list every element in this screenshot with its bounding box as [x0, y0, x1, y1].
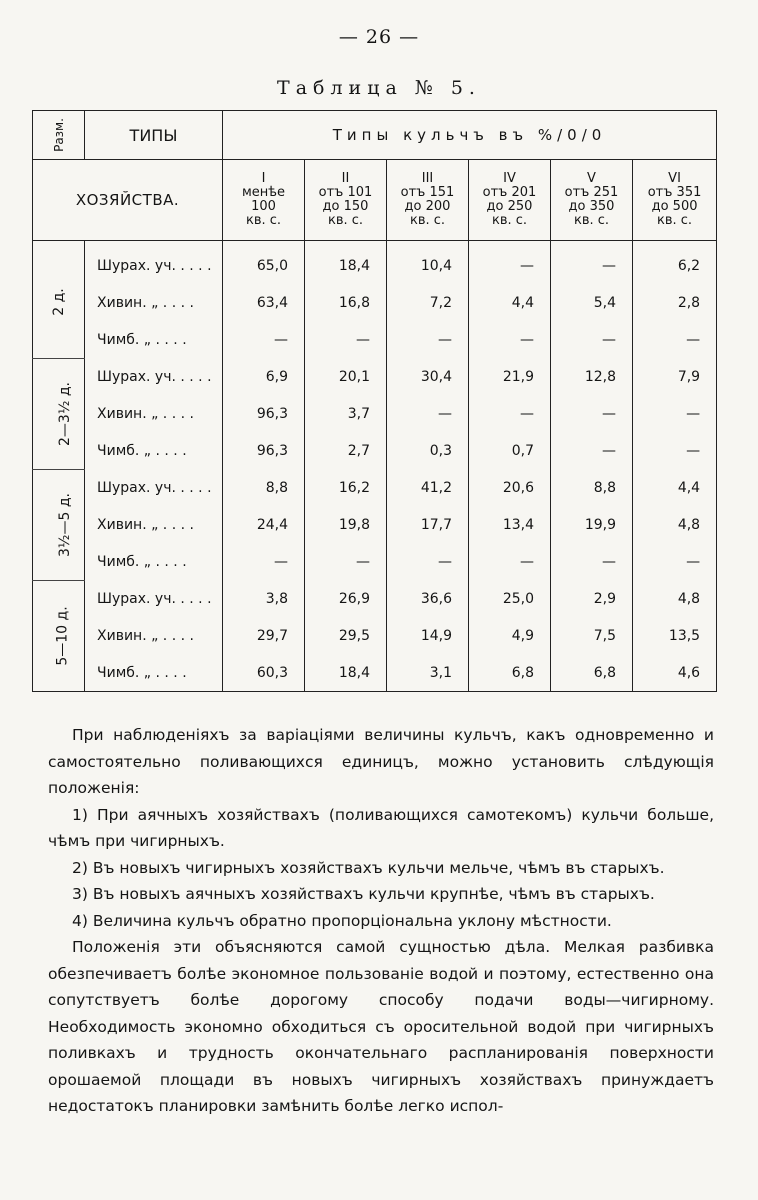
- paragraph-point-3: 3) Въ новыхъ аячныхъ хозяйствахъ кульчи крупнѣе, чѣмъ въ старыхъ.: [72, 885, 655, 903]
- column-header: I менѣе 100 кв. с.: [223, 160, 305, 241]
- table-cell: —: [469, 247, 551, 284]
- table-cell: 6,2: [633, 247, 717, 284]
- table-cell: 25,0: [469, 580, 551, 617]
- table-cell: 30,4: [387, 358, 469, 395]
- header-kulch-types: Типы кульчъ въ %/0/0: [223, 111, 717, 160]
- paragraph-point-2: 2) Въ новыхъ чигирныхъ хозяйствахъ кульчи мельче, чѣмъ въ старыхъ.: [72, 858, 665, 877]
- table-cell: 7,5: [551, 617, 633, 654]
- table-cell: —: [469, 395, 551, 432]
- table-cell: —: [633, 432, 717, 469]
- table-cell: 8,8: [223, 469, 305, 506]
- table-cell: 19,9: [551, 506, 633, 543]
- table-cell: 17,7: [387, 506, 469, 543]
- table-cell: 4,8: [633, 580, 717, 617]
- paragraph-intro: При наблюденiяхъ за варiацiями величины кульчъ, какъ одновременно и самостоятельно поливающихся единицъ, можно установить слѣдующiя положенiя:: [48, 726, 714, 797]
- table-cell: 18,4: [305, 247, 387, 284]
- table-cell: —: [223, 543, 305, 580]
- table-row: [33, 580, 717, 617]
- table-cell: 14,9: [387, 617, 469, 654]
- table-cell: 21,9: [469, 358, 551, 395]
- column-header: VI отъ 351 до 500 кв. с.: [633, 160, 717, 241]
- table-cell: 16,8: [305, 284, 387, 321]
- table-row: [33, 321, 717, 358]
- size-group-label: 3½—5 д.: [33, 469, 85, 580]
- table-cell: —: [551, 432, 633, 469]
- table-cell: 3,8: [223, 580, 305, 617]
- farm-name: Шурах. уч. . . . .: [85, 469, 223, 506]
- table-cell: —: [305, 321, 387, 358]
- column-header: III отъ 151 до 200 кв. с.: [387, 160, 469, 241]
- paragraph-conclusion: Положенiя эти объясняются самой сущностью дѣла. Мелкая разбивка обезпечиваетъ болѣе экономное пользованiе водой и поэтому, естественно она сопутствуетъ болѣе дорогому способу подачи воды—чигирному. Необходимость экономно обходиться съ оросительной водой при чигирныхъ поливкахъ и трудность окончательнаго распланированiя поверхности орошаемой площади въ новыхъ чигирныхъ хозяйствахъ принуждаетъ недостатокъ планировки замѣнить болѣе легко испол-: [48, 938, 714, 1115]
- header-types: ТИПЫ: [85, 111, 223, 160]
- table-cell: —: [551, 543, 633, 580]
- table-cell: 65,0: [223, 247, 305, 284]
- farm-name: Чимб. „ . . . .: [85, 543, 223, 580]
- table-cell: 29,5: [305, 617, 387, 654]
- table-row: [33, 395, 717, 432]
- table-row: [33, 247, 717, 284]
- table-cell: —: [469, 321, 551, 358]
- table-cell: 4,8: [633, 506, 717, 543]
- table-cell: 19,8: [305, 506, 387, 543]
- table-row: [33, 469, 717, 506]
- table-row: [33, 284, 717, 321]
- farm-name: Хивин. „ . . . .: [85, 284, 223, 321]
- table-cell: 41,2: [387, 469, 469, 506]
- table-cell: —: [305, 543, 387, 580]
- table-cell: 0,7: [469, 432, 551, 469]
- table-cell: 4,9: [469, 617, 551, 654]
- table-cell: —: [633, 543, 717, 580]
- table-cell: 13,5: [633, 617, 717, 654]
- table-cell: 7,9: [633, 358, 717, 395]
- table-cell: 4,4: [469, 284, 551, 321]
- table-cell: —: [223, 321, 305, 358]
- size-group-label: 5—10 д.: [33, 580, 85, 692]
- farm-name: Хивин. „ . . . .: [85, 506, 223, 543]
- table-row: [33, 654, 717, 692]
- table-cell: —: [387, 543, 469, 580]
- table-cell: 8,8: [551, 469, 633, 506]
- table-cell: —: [551, 321, 633, 358]
- table-row: [33, 506, 717, 543]
- table-cell: 2,7: [305, 432, 387, 469]
- table-cell: 29,7: [223, 617, 305, 654]
- column-header: IV отъ 201 до 250 кв. с.: [469, 160, 551, 241]
- table-cell: 96,3: [223, 432, 305, 469]
- table-cell: 5,4: [551, 284, 633, 321]
- table-row: [33, 432, 717, 469]
- table-cell: 6,8: [469, 654, 551, 692]
- table-title: Таблица № 5.: [277, 77, 481, 99]
- table-cell: 6,8: [551, 654, 633, 692]
- column-header: V отъ 251 до 350 кв. с.: [551, 160, 633, 241]
- column-header: II отъ 101 до 150 кв. с.: [305, 160, 387, 241]
- table-row: [33, 617, 717, 654]
- table-cell: —: [633, 395, 717, 432]
- table-cell: —: [551, 395, 633, 432]
- size-group-label: 2 д.: [33, 247, 85, 358]
- farm-name: Шурах. уч. . . . .: [85, 247, 223, 284]
- table-cell: —: [551, 247, 633, 284]
- table-cell: 20,1: [305, 358, 387, 395]
- table-cell: 3,1: [387, 654, 469, 692]
- farm-name: Хивин. „ . . . .: [85, 617, 223, 654]
- farm-name: Хивин. „ . . . .: [85, 395, 223, 432]
- paragraph-point-4: 4) Величина кульчъ обратно пропорцiональна уклону мѣстности.: [72, 911, 612, 930]
- table-row: [33, 543, 717, 580]
- kulch-types-table: [32, 110, 717, 692]
- body-text: [48, 722, 714, 1120]
- header-farms: ХОЗЯЙСТВА.: [33, 160, 223, 241]
- table-cell: 24,4: [223, 506, 305, 543]
- table-cell: 36,6: [387, 580, 469, 617]
- table-cell: 0,3: [387, 432, 469, 469]
- table-cell: —: [633, 321, 717, 358]
- table-cell: 4,6: [633, 654, 717, 692]
- table-cell: 3,7: [305, 395, 387, 432]
- page-number: — 26 —: [338, 26, 420, 48]
- table-cell: 4,4: [633, 469, 717, 506]
- farm-name: Шурах. уч. . . . .: [85, 580, 223, 617]
- table-cell: 26,9: [305, 580, 387, 617]
- table-cell: 7,2: [387, 284, 469, 321]
- paragraph-point-1: 1) При аячныхъ хозяйствахъ (поливающихся самотекомъ) кульчи больше, чѣмъ при чигирныхъ.: [48, 805, 714, 850]
- table-cell: 16,2: [305, 469, 387, 506]
- farm-name: Чимб. „ . . . .: [85, 654, 223, 692]
- table-cell: —: [387, 395, 469, 432]
- table-cell: 10,4: [387, 247, 469, 284]
- table-cell: 13,4: [469, 506, 551, 543]
- table-cell: 18,4: [305, 654, 387, 692]
- farm-name: Шурах. уч. . . . .: [85, 358, 223, 395]
- table-row: [33, 358, 717, 395]
- farm-name: Чимб. „ . . . .: [85, 432, 223, 469]
- header-size: Разм.: [33, 111, 85, 160]
- table-cell: 6,9: [223, 358, 305, 395]
- table-cell: 96,3: [223, 395, 305, 432]
- table-cell: 60,3: [223, 654, 305, 692]
- farm-name: Чимб. „ . . . .: [85, 321, 223, 358]
- table-cell: 63,4: [223, 284, 305, 321]
- table-cell: —: [469, 543, 551, 580]
- table-cell: —: [387, 321, 469, 358]
- table-cell: 2,9: [551, 580, 633, 617]
- table-cell: 20,6: [469, 469, 551, 506]
- size-group-label: 2—3½ д.: [33, 358, 85, 469]
- table-cell: 2,8: [633, 284, 717, 321]
- table-cell: 12,8: [551, 358, 633, 395]
